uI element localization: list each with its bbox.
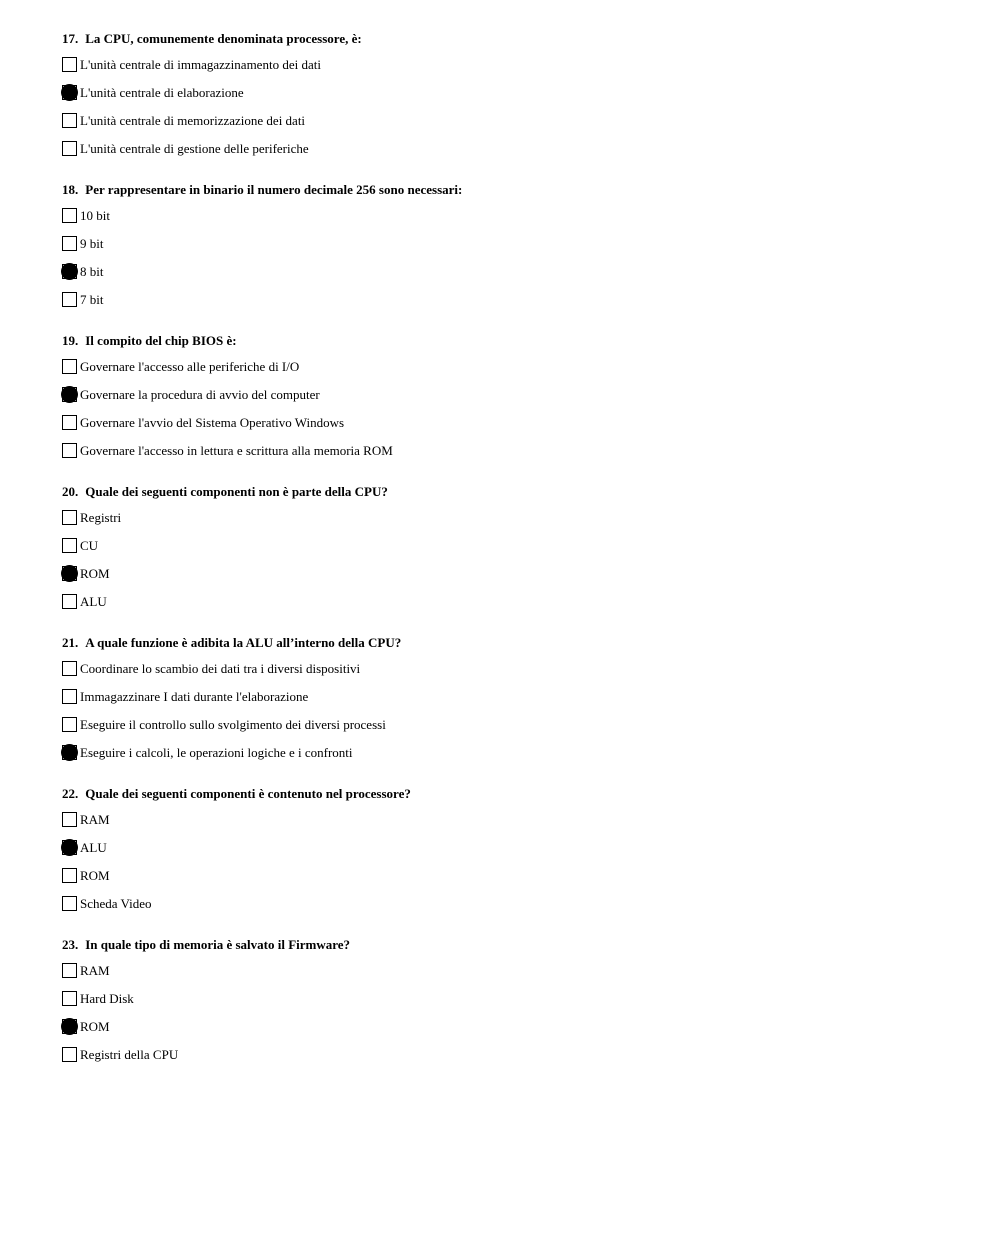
question-text: Quale dei seguenti componenti è contenuto nel processore?	[85, 786, 411, 801]
answer-label: Hard Disk	[80, 990, 134, 1006]
answer-label: Registri	[80, 509, 122, 525]
answer-checkbox-checked[interactable]	[62, 745, 77, 760]
question-number: 22.	[62, 786, 79, 801]
answer-option[interactable]	[62, 861, 962, 889]
answer-label: CU	[80, 537, 99, 553]
answer-option[interactable]	[62, 380, 962, 408]
answer-label: L'unità centrale di elaborazione	[80, 84, 244, 100]
answer-checkbox[interactable]	[62, 538, 77, 553]
answer-checkbox-checked[interactable]	[62, 1019, 77, 1034]
answer-option[interactable]	[62, 710, 962, 738]
answer-checkbox[interactable]	[62, 443, 77, 458]
question-text: Per rappresentare in binario il numero decimale 256 sono necessari:	[85, 182, 463, 197]
question-title	[62, 481, 962, 503]
quiz-document	[62, 28, 962, 1085]
answer-label: ROM	[80, 1018, 110, 1034]
answer-checkbox[interactable]	[62, 896, 77, 911]
answer-checkbox[interactable]	[62, 236, 77, 251]
question-number: 23.	[62, 937, 79, 952]
answer-checkbox-checked[interactable]	[62, 85, 77, 100]
answer-label: Registri della CPU	[80, 1046, 179, 1062]
answer-label: ALU	[80, 593, 107, 609]
question-text: In quale tipo di memoria è salvato il Firmware?	[85, 937, 351, 952]
answer-checkbox-checked[interactable]	[62, 840, 77, 855]
answer-checkbox[interactable]	[62, 292, 77, 307]
answer-option[interactable]	[62, 833, 962, 861]
answer-checkbox[interactable]	[62, 359, 77, 374]
question-text: La CPU, comunemente denominata processore, è:	[85, 31, 362, 46]
answer-label: Governare l'accesso alle periferiche di I/O	[80, 358, 300, 374]
answer-option[interactable]	[62, 352, 962, 380]
answer-label: Eseguire i calcoli, le operazioni logiche e i confronti	[80, 744, 353, 760]
answer-option[interactable]	[62, 201, 962, 229]
answer-label: Eseguire il controllo sullo svolgimento dei diversi processi	[80, 716, 386, 732]
answer-checkbox[interactable]	[62, 991, 77, 1006]
answer-option[interactable]	[62, 106, 962, 134]
answer-option[interactable]	[62, 984, 962, 1012]
question-20	[62, 481, 962, 632]
answer-option[interactable]	[62, 682, 962, 710]
answer-checkbox[interactable]	[62, 208, 77, 223]
question-21	[62, 632, 962, 783]
answer-option[interactable]	[62, 1040, 962, 1068]
answer-option[interactable]	[62, 654, 962, 682]
answer-checkbox[interactable]	[62, 963, 77, 978]
answer-option[interactable]	[62, 408, 962, 436]
question-title	[62, 934, 962, 956]
answer-label: 10 bit	[80, 207, 110, 223]
answer-checkbox[interactable]	[62, 141, 77, 156]
question-23	[62, 934, 962, 1085]
answer-label: Immagazzinare I dati durante l'elaborazione	[80, 688, 309, 704]
answer-checkbox[interactable]	[62, 594, 77, 609]
answer-checkbox[interactable]	[62, 868, 77, 883]
answer-checkbox[interactable]	[62, 510, 77, 525]
answer-label: 8 bit	[80, 263, 104, 279]
answer-option[interactable]	[62, 531, 962, 559]
answer-checkbox[interactable]	[62, 113, 77, 128]
question-18	[62, 179, 962, 330]
answer-label: 7 bit	[80, 291, 104, 307]
answer-checkbox[interactable]	[62, 1047, 77, 1062]
answer-label: L'unità centrale di gestione delle periferiche	[80, 140, 309, 156]
answer-label: Governare la procedura di avvio del computer	[80, 386, 320, 402]
question-title	[62, 28, 962, 50]
answer-label: ROM	[80, 867, 110, 883]
answer-checkbox-checked[interactable]	[62, 566, 77, 581]
answer-checkbox[interactable]	[62, 812, 77, 827]
question-number: 19.	[62, 333, 79, 348]
answer-checkbox[interactable]	[62, 415, 77, 430]
question-text: A quale funzione è adibita la ALU all’interno della CPU?	[85, 635, 402, 650]
answer-label: ROM	[80, 565, 110, 581]
answer-label: Governare l'accesso in lettura e scrittura alla memoria ROM	[80, 442, 393, 458]
answer-option[interactable]	[62, 738, 962, 766]
question-number: 17.	[62, 31, 79, 46]
answer-option[interactable]	[62, 805, 962, 833]
question-title	[62, 783, 962, 805]
answer-checkbox[interactable]	[62, 57, 77, 72]
answer-label: RAM	[80, 811, 110, 827]
answer-option[interactable]	[62, 559, 962, 587]
answer-label: 9 bit	[80, 235, 104, 251]
answer-option[interactable]	[62, 50, 962, 78]
answer-option[interactable]	[62, 78, 962, 106]
question-number: 21.	[62, 635, 79, 650]
answer-option[interactable]	[62, 436, 962, 464]
answer-checkbox-checked[interactable]	[62, 387, 77, 402]
answer-option[interactable]	[62, 134, 962, 162]
question-22	[62, 783, 962, 934]
answer-option[interactable]	[62, 229, 962, 257]
question-title	[62, 330, 962, 352]
answer-label: RAM	[80, 962, 110, 978]
answer-label: Scheda Video	[80, 895, 152, 911]
question-number: 20.	[62, 484, 79, 499]
answer-option[interactable]	[62, 956, 962, 984]
question-title	[62, 632, 962, 654]
answer-label: Governare l'avvio del Sistema Operativo Windows	[80, 414, 345, 430]
answer-checkbox[interactable]	[62, 689, 77, 704]
answer-option[interactable]	[62, 587, 962, 615]
answer-option[interactable]	[62, 285, 962, 313]
answer-checkbox[interactable]	[62, 661, 77, 676]
answer-checkbox-checked[interactable]	[62, 264, 77, 279]
question-number: 18.	[62, 182, 79, 197]
answer-label: L'unità centrale di immagazzinamento dei dati	[80, 56, 321, 72]
question-text: Il compito del chip BIOS è:	[85, 333, 237, 348]
answer-label: Coordinare lo scambio dei dati tra i diversi dispositivi	[80, 660, 361, 676]
answer-label: ALU	[80, 839, 107, 855]
answer-option[interactable]	[62, 1012, 962, 1040]
answer-checkbox[interactable]	[62, 717, 77, 732]
answer-label: L'unità centrale di memorizzazione dei dati	[80, 112, 306, 128]
answer-option[interactable]	[62, 889, 962, 917]
answer-option[interactable]	[62, 257, 962, 285]
question-title	[62, 179, 962, 201]
question-text: Quale dei seguenti componenti non è parte della CPU?	[85, 484, 388, 499]
answer-option[interactable]	[62, 503, 962, 531]
question-17	[62, 28, 962, 179]
question-19	[62, 330, 962, 481]
